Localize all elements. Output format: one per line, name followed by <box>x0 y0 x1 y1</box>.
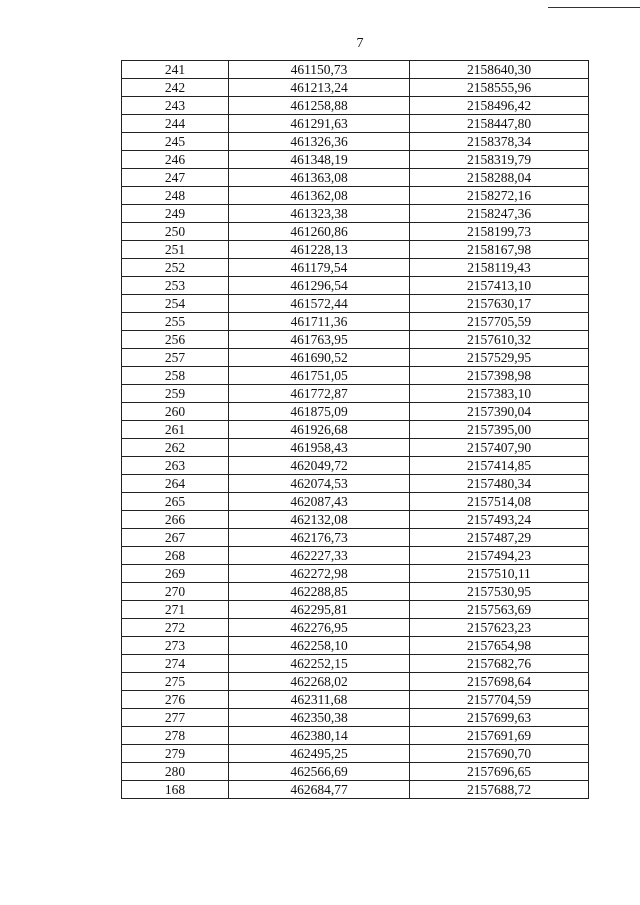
table-row <box>122 601 589 619</box>
page-number: 7 <box>356 36 364 51</box>
point-number-cell: 253 <box>122 277 229 295</box>
table-row <box>122 565 589 583</box>
x-coordinate-cell: 461323,38 <box>229 205 410 223</box>
y-coordinate-cell: 2157480,34 <box>410 475 589 493</box>
table-row <box>122 583 589 601</box>
point-number-cell: 275 <box>122 673 229 691</box>
x-coordinate-cell: 461711,36 <box>229 313 410 331</box>
y-coordinate-cell: 2157407,90 <box>410 439 589 457</box>
table-row <box>122 529 589 547</box>
point-number-cell: 267 <box>122 529 229 547</box>
point-number-cell: 168 <box>122 781 229 799</box>
x-coordinate-cell: 461326,36 <box>229 133 410 151</box>
x-coordinate-cell: 462049,72 <box>229 457 410 475</box>
y-coordinate-cell: 2158119,43 <box>410 259 589 277</box>
x-coordinate-cell: 462252,15 <box>229 655 410 673</box>
x-coordinate-cell: 461179,54 <box>229 259 410 277</box>
y-coordinate-cell: 2157529,95 <box>410 349 589 367</box>
y-coordinate-cell: 2157690,70 <box>410 745 589 763</box>
table-row <box>122 547 589 565</box>
table-row <box>122 223 589 241</box>
x-coordinate-cell: 462380,14 <box>229 727 410 745</box>
y-coordinate-cell: 2157623,23 <box>410 619 589 637</box>
x-coordinate-cell: 462272,98 <box>229 565 410 583</box>
table-row <box>122 313 589 331</box>
point-number-cell: 270 <box>122 583 229 601</box>
x-coordinate-cell: 461572,44 <box>229 295 410 313</box>
table-row <box>122 655 589 673</box>
table-row <box>122 151 589 169</box>
table-row <box>122 385 589 403</box>
x-coordinate-cell: 462276,95 <box>229 619 410 637</box>
y-coordinate-cell: 2157691,69 <box>410 727 589 745</box>
point-number-cell: 245 <box>122 133 229 151</box>
x-coordinate-cell: 462227,33 <box>229 547 410 565</box>
y-coordinate-cell: 2158199,73 <box>410 223 589 241</box>
table-row <box>122 277 589 295</box>
x-coordinate-cell: 462258,10 <box>229 637 410 655</box>
y-coordinate-cell: 2158319,79 <box>410 151 589 169</box>
x-coordinate-cell: 462311,68 <box>229 691 410 709</box>
y-coordinate-cell: 2157494,23 <box>410 547 589 565</box>
coordinates-table-body <box>122 61 589 799</box>
point-number-cell: 269 <box>122 565 229 583</box>
point-number-cell: 251 <box>122 241 229 259</box>
x-coordinate-cell: 461258,88 <box>229 97 410 115</box>
top-rule <box>548 7 640 8</box>
x-coordinate-cell: 461875,09 <box>229 403 410 421</box>
x-coordinate-cell: 462295,81 <box>229 601 410 619</box>
table-row <box>122 619 589 637</box>
table-row <box>122 61 589 79</box>
table-row <box>122 295 589 313</box>
point-number-cell: 260 <box>122 403 229 421</box>
point-number-cell: 248 <box>122 187 229 205</box>
x-coordinate-cell: 461772,87 <box>229 385 410 403</box>
y-coordinate-cell: 2158496,42 <box>410 97 589 115</box>
x-coordinate-cell: 461228,13 <box>229 241 410 259</box>
table-row <box>122 781 589 799</box>
y-coordinate-cell: 2157398,98 <box>410 367 589 385</box>
x-coordinate-cell: 462268,02 <box>229 673 410 691</box>
y-coordinate-cell: 2157682,76 <box>410 655 589 673</box>
table-row <box>122 169 589 187</box>
point-number-cell: 243 <box>122 97 229 115</box>
point-number-cell: 259 <box>122 385 229 403</box>
y-coordinate-cell: 2157414,85 <box>410 457 589 475</box>
point-number-cell: 278 <box>122 727 229 745</box>
x-coordinate-cell: 461348,19 <box>229 151 410 169</box>
y-coordinate-cell: 2157390,04 <box>410 403 589 421</box>
table-row <box>122 259 589 277</box>
y-coordinate-cell: 2157654,98 <box>410 637 589 655</box>
table-row <box>122 457 589 475</box>
table-row <box>122 367 589 385</box>
x-coordinate-cell: 462087,43 <box>229 493 410 511</box>
point-number-cell: 249 <box>122 205 229 223</box>
x-coordinate-cell: 462684,77 <box>229 781 410 799</box>
table-row <box>122 133 589 151</box>
point-number-cell: 250 <box>122 223 229 241</box>
table-row <box>122 439 589 457</box>
table-row <box>122 79 589 97</box>
x-coordinate-cell: 462288,85 <box>229 583 410 601</box>
table-row <box>122 241 589 259</box>
point-number-cell: 276 <box>122 691 229 709</box>
point-number-cell: 277 <box>122 709 229 727</box>
table-row <box>122 475 589 493</box>
point-number-cell: 254 <box>122 295 229 313</box>
x-coordinate-cell: 461296,54 <box>229 277 410 295</box>
y-coordinate-cell: 2157487,29 <box>410 529 589 547</box>
point-number-cell: 263 <box>122 457 229 475</box>
table-row <box>122 511 589 529</box>
table-row <box>122 691 589 709</box>
table-row <box>122 763 589 781</box>
table-row <box>122 745 589 763</box>
point-number-cell: 262 <box>122 439 229 457</box>
y-coordinate-cell: 2157704,59 <box>410 691 589 709</box>
table-row <box>122 637 589 655</box>
y-coordinate-cell: 2157698,64 <box>410 673 589 691</box>
y-coordinate-cell: 2157510,11 <box>410 565 589 583</box>
y-coordinate-cell: 2157530,95 <box>410 583 589 601</box>
table-row <box>122 115 589 133</box>
x-coordinate-cell: 462495,25 <box>229 745 410 763</box>
table-row <box>122 727 589 745</box>
x-coordinate-cell: 462176,73 <box>229 529 410 547</box>
y-coordinate-cell: 2157696,65 <box>410 763 589 781</box>
table-row <box>122 97 589 115</box>
x-coordinate-cell: 461363,08 <box>229 169 410 187</box>
point-number-cell: 252 <box>122 259 229 277</box>
x-coordinate-cell: 461926,68 <box>229 421 410 439</box>
x-coordinate-cell: 462566,69 <box>229 763 410 781</box>
y-coordinate-cell: 2158247,36 <box>410 205 589 223</box>
point-number-cell: 246 <box>122 151 229 169</box>
table-row <box>122 331 589 349</box>
table-row <box>122 403 589 421</box>
point-number-cell: 256 <box>122 331 229 349</box>
y-coordinate-cell: 2157413,10 <box>410 277 589 295</box>
table-row <box>122 205 589 223</box>
y-coordinate-cell: 2157383,10 <box>410 385 589 403</box>
point-number-cell: 241 <box>122 61 229 79</box>
y-coordinate-cell: 2157610,32 <box>410 331 589 349</box>
y-coordinate-cell: 2157493,24 <box>410 511 589 529</box>
point-number-cell: 258 <box>122 367 229 385</box>
point-number-cell: 266 <box>122 511 229 529</box>
table-row <box>122 493 589 511</box>
point-number-cell: 244 <box>122 115 229 133</box>
y-coordinate-cell: 2157514,08 <box>410 493 589 511</box>
x-coordinate-cell: 461362,08 <box>229 187 410 205</box>
point-number-cell: 255 <box>122 313 229 331</box>
point-number-cell: 264 <box>122 475 229 493</box>
x-coordinate-cell: 461958,43 <box>229 439 410 457</box>
point-number-cell: 272 <box>122 619 229 637</box>
point-number-cell: 273 <box>122 637 229 655</box>
y-coordinate-cell: 2157563,69 <box>410 601 589 619</box>
table-row <box>122 349 589 367</box>
point-number-cell: 265 <box>122 493 229 511</box>
y-coordinate-cell: 2158378,34 <box>410 133 589 151</box>
point-number-cell: 257 <box>122 349 229 367</box>
point-number-cell: 247 <box>122 169 229 187</box>
x-coordinate-cell: 462350,38 <box>229 709 410 727</box>
point-number-cell: 279 <box>122 745 229 763</box>
table-row <box>122 673 589 691</box>
y-coordinate-cell: 2157688,72 <box>410 781 589 799</box>
x-coordinate-cell: 461260,86 <box>229 223 410 241</box>
x-coordinate-cell: 461690,52 <box>229 349 410 367</box>
y-coordinate-cell: 2158288,04 <box>410 169 589 187</box>
y-coordinate-cell: 2157630,17 <box>410 295 589 313</box>
y-coordinate-cell: 2158167,98 <box>410 241 589 259</box>
point-number-cell: 268 <box>122 547 229 565</box>
y-coordinate-cell: 2158555,96 <box>410 79 589 97</box>
x-coordinate-cell: 462074,53 <box>229 475 410 493</box>
x-coordinate-cell: 461291,63 <box>229 115 410 133</box>
y-coordinate-cell: 2158272,16 <box>410 187 589 205</box>
point-number-cell: 271 <box>122 601 229 619</box>
coordinates-table <box>121 60 589 799</box>
x-coordinate-cell: 461763,95 <box>229 331 410 349</box>
point-number-cell: 280 <box>122 763 229 781</box>
y-coordinate-cell: 2157705,59 <box>410 313 589 331</box>
point-number-cell: 242 <box>122 79 229 97</box>
y-coordinate-cell: 2157395,00 <box>410 421 589 439</box>
table-row <box>122 421 589 439</box>
y-coordinate-cell: 2158447,80 <box>410 115 589 133</box>
table-row <box>122 187 589 205</box>
x-coordinate-cell: 461150,73 <box>229 61 410 79</box>
point-number-cell: 261 <box>122 421 229 439</box>
y-coordinate-cell: 2158640,30 <box>410 61 589 79</box>
x-coordinate-cell: 461751,05 <box>229 367 410 385</box>
x-coordinate-cell: 462132,08 <box>229 511 410 529</box>
y-coordinate-cell: 2157699,63 <box>410 709 589 727</box>
x-coordinate-cell: 461213,24 <box>229 79 410 97</box>
point-number-cell: 274 <box>122 655 229 673</box>
table-row <box>122 709 589 727</box>
